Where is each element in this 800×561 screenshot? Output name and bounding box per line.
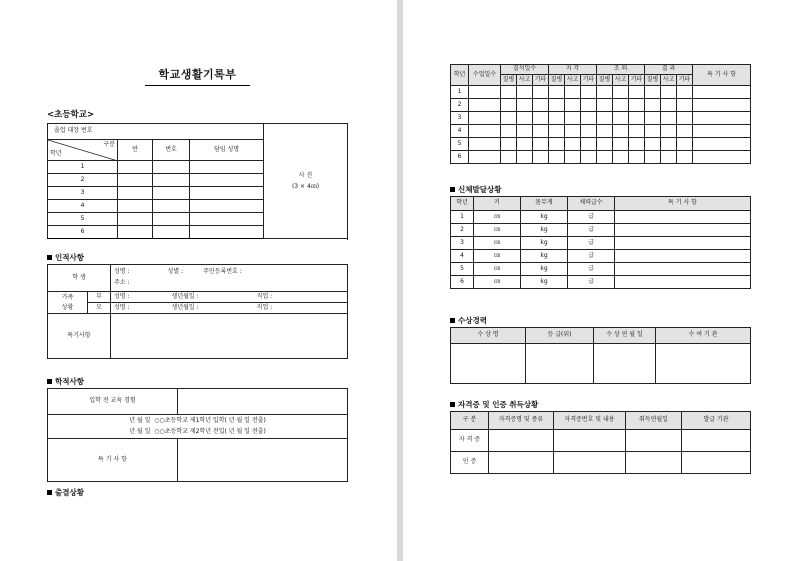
physical-height[interactable]: ㎝ (474, 263, 521, 276)
mother-info: 성명 : 생년월일 : 직업 : (111, 303, 348, 314)
sub-other: 기타 (677, 75, 693, 86)
col-height: 키 (474, 197, 521, 211)
attendance-cell[interactable] (677, 86, 693, 99)
attendance-cell[interactable] (469, 125, 501, 138)
col-award-name: 수 상 명 (451, 328, 526, 344)
col-teacher: 담임 성명 (190, 140, 264, 161)
row-certification: 인 증 (451, 452, 489, 474)
col-early: 조 퇴 (597, 65, 645, 75)
attendance-cell[interactable] (597, 138, 613, 151)
attendance-cell[interactable] (597, 99, 613, 112)
grade-cell[interactable] (118, 187, 153, 200)
attendance-cell[interactable] (501, 125, 517, 138)
attendance-cell[interactable] (581, 86, 597, 99)
attendance-cell[interactable] (581, 99, 597, 112)
attendance-cell[interactable] (581, 138, 597, 151)
page-right (403, 0, 800, 561)
personal-remarks-label: 특기사항 (48, 314, 111, 359)
father-label: 부 (88, 292, 111, 303)
physical-fitness[interactable]: 급 (568, 263, 615, 276)
attendance-cell[interactable] (517, 112, 533, 125)
col-remarks: 특 기 사 항 (693, 65, 751, 86)
diag-bottom-label: 학년 (50, 150, 62, 158)
attendance-cell[interactable] (629, 86, 645, 99)
physical-grade: 5 (451, 263, 474, 276)
academic-remarks-label: 특 기 사 항 (48, 439, 178, 482)
attendance-cell[interactable] (565, 125, 581, 138)
attendance-cell[interactable] (533, 125, 549, 138)
attendance-cell[interactable] (693, 112, 751, 125)
cert-cell[interactable] (682, 430, 751, 452)
attendance-cell[interactable] (613, 125, 629, 138)
physical-fitness[interactable]: 급 (568, 250, 615, 263)
attendance-row (451, 125, 751, 138)
attendance-cell[interactable] (549, 99, 565, 112)
sub-accident: 사고 (613, 75, 629, 86)
col-cert-date: 취득연월일 (626, 412, 682, 430)
photo-label: 사 진 (298, 171, 313, 179)
award-cell[interactable] (656, 344, 751, 384)
attendance-cell[interactable] (645, 99, 661, 112)
sub-accident: 사고 (517, 75, 533, 86)
certs-heading: 자격증 및 인증 취득상황 (450, 399, 538, 410)
physical-fitness[interactable]: 급 (568, 224, 615, 237)
col-result: 결 과 (645, 65, 693, 75)
col-absence: 결석일수 (501, 65, 549, 75)
attendance-grade: 1 (451, 86, 469, 99)
personal-remarks-cell[interactable] (111, 314, 348, 359)
photo-size: (3 × 4㎝) (291, 183, 320, 190)
col-remarks: 특 기 사 항 (615, 197, 751, 211)
attendance-cell[interactable] (501, 99, 517, 112)
attendance-cell[interactable] (501, 151, 517, 164)
sub-illness: 질병 (597, 75, 613, 86)
attendance-cell[interactable] (469, 99, 501, 112)
physical-fitness[interactable]: 급 (568, 276, 615, 289)
attendance-heading: 출결상황 (47, 487, 84, 498)
award-cell[interactable] (451, 344, 526, 384)
attendance-cell[interactable] (597, 125, 613, 138)
attendance-cell[interactable] (597, 112, 613, 125)
col-award-grade: 등 급(위) (526, 328, 594, 344)
row-license: 자 격 증 (451, 430, 489, 452)
grade-cell[interactable] (153, 200, 190, 213)
physical-grade: 3 (451, 237, 474, 250)
attendance-cell[interactable] (661, 112, 677, 125)
grade-cell[interactable] (153, 174, 190, 187)
col-class: 반 (118, 140, 153, 161)
attendance-cell[interactable] (693, 151, 751, 164)
col-cert-issuer: 발급 기관 (682, 412, 751, 430)
col-fitness: 체력급수 (568, 197, 615, 211)
attendance-cell[interactable] (645, 125, 661, 138)
attendance-cell[interactable] (469, 86, 501, 99)
physical-height[interactable]: ㎝ (474, 276, 521, 289)
cert-cell[interactable] (554, 452, 626, 474)
col-cert-number: 자격증번호 및 내용 (554, 412, 626, 430)
attendance-cell[interactable] (549, 151, 565, 164)
attendance-cell[interactable] (565, 112, 581, 125)
attendance-cell[interactable] (581, 112, 597, 125)
grade-label: 2 (48, 174, 118, 187)
personal-heading: 인적사항 (47, 252, 84, 263)
grade-label: 6 (48, 226, 118, 239)
attendance-cell[interactable] (533, 86, 549, 99)
grade-cell[interactable] (190, 161, 264, 174)
attendance-row (451, 112, 751, 125)
attendance-cell[interactable] (565, 86, 581, 99)
award-cell[interactable] (526, 344, 594, 384)
attendance-cell[interactable] (613, 151, 629, 164)
attendance-cell[interactable] (581, 151, 597, 164)
attendance-cell[interactable] (645, 86, 661, 99)
attendance-cell[interactable] (693, 99, 751, 112)
student-info (111, 265, 348, 292)
physical-weight[interactable]: kg (521, 224, 568, 237)
attendance-cell[interactable] (661, 125, 677, 138)
physical-heading: 신체발달상황 (450, 184, 501, 195)
attendance-grade: 2 (451, 99, 469, 112)
col-grade: 학년 (451, 65, 469, 86)
attendance-cell[interactable] (549, 86, 565, 99)
col-category: 구 분 (451, 412, 489, 430)
attendance-cell[interactable] (613, 86, 629, 99)
grade-label: 5 (48, 213, 118, 226)
col-award-date: 수 상 연 월 일 (594, 328, 656, 344)
grade-cell[interactable] (190, 226, 264, 239)
physical-fitness[interactable]: 급 (568, 211, 615, 224)
col-weight: 몸무게 (521, 197, 568, 211)
prior-education-label: 입학 전 교육 경험 (48, 389, 178, 415)
grade-cell[interactable] (118, 226, 153, 239)
physical-row (451, 211, 751, 224)
student-id-label: 주민등록번호 : (203, 268, 242, 276)
attendance-cell[interactable] (549, 112, 565, 125)
attendance-cell[interactable] (469, 151, 501, 164)
personal-table (47, 264, 348, 359)
attendance-cell[interactable] (661, 138, 677, 151)
student-name-label: 성명 : (114, 268, 130, 276)
attendance-cell[interactable] (645, 138, 661, 151)
attendance-cell[interactable] (549, 138, 565, 151)
attendance-grade: 6 (451, 151, 469, 164)
col-grade: 학년 (451, 197, 474, 211)
awards-heading: 수상경력 (450, 315, 487, 326)
student-address-label: 주소 : (114, 279, 130, 286)
attendance-cell[interactable] (693, 86, 751, 99)
attendance-cell[interactable] (629, 112, 645, 125)
physical-row (451, 224, 751, 237)
physical-height[interactable]: ㎝ (474, 237, 521, 250)
attendance-cell[interactable] (613, 112, 629, 125)
attendance-row (451, 138, 751, 151)
attendance-cell[interactable] (597, 86, 613, 99)
attendance-cell[interactable] (533, 99, 549, 112)
student-gender-label: 성별 : (167, 268, 184, 276)
admission-records: 년 월 일 ○○초등학교 제1학년 입학( 년 월 일 전출) 년 월 일 ○○초등학교 제2학년 전입( 년 월 일 전출) (48, 415, 348, 439)
cert-cell[interactable] (489, 452, 554, 474)
attendance-cell[interactable] (517, 86, 533, 99)
attendance-cell[interactable] (613, 138, 629, 151)
attendance-cell[interactable] (661, 151, 677, 164)
grade-cell[interactable] (153, 161, 190, 174)
attendance-cell[interactable] (501, 112, 517, 125)
physical-row (451, 250, 751, 263)
physical-weight[interactable]: kg (521, 250, 568, 263)
attendance-cell[interactable] (501, 86, 517, 99)
register-number-label: 졸업 대장 번호 (54, 127, 93, 135)
attendance-cell[interactable] (549, 125, 565, 138)
attendance-row (451, 151, 751, 164)
attendance-cell[interactable] (613, 99, 629, 112)
sub-accident: 사고 (661, 75, 677, 86)
attendance-cell[interactable] (645, 151, 661, 164)
physical-grade: 6 (451, 276, 474, 289)
awards-table (450, 327, 751, 384)
physical-remarks[interactable] (615, 211, 751, 224)
attendance-cell[interactable] (677, 138, 693, 151)
page-title: 학교생활기록부 (145, 66, 250, 86)
grade-cell[interactable] (153, 226, 190, 239)
grade-cell[interactable] (118, 161, 153, 174)
grade-cell[interactable] (118, 200, 153, 213)
grade-label: 4 (48, 200, 118, 213)
attendance-cell[interactable] (677, 99, 693, 112)
award-cell[interactable] (594, 344, 656, 384)
cert-cell[interactable] (554, 430, 626, 452)
grade-cell[interactable] (190, 200, 264, 213)
attendance-row (451, 86, 751, 99)
sub-illness: 질병 (501, 75, 517, 86)
attendance-cell[interactable] (629, 151, 645, 164)
physical-table (450, 196, 751, 289)
cert-cell[interactable] (682, 452, 751, 474)
physical-fitness[interactable]: 급 (568, 237, 615, 250)
physical-grade: 1 (451, 211, 474, 224)
attendance-cell[interactable] (533, 138, 549, 151)
family-label: 가족 상황 (48, 292, 88, 314)
physical-weight[interactable]: kg (521, 211, 568, 224)
cert-cell[interactable] (626, 452, 682, 474)
grade-label: 1 (48, 161, 118, 174)
attendance-cell[interactable] (693, 125, 751, 138)
physical-weight[interactable]: kg (521, 263, 568, 276)
physical-remarks[interactable] (615, 276, 751, 289)
attendance-cell[interactable] (517, 99, 533, 112)
sub-accident: 사고 (565, 75, 581, 86)
attendance-cell[interactable] (517, 151, 533, 164)
diag-top-label: 구분 (103, 141, 115, 148)
attendance-table (450, 64, 751, 164)
grade-cell[interactable] (118, 174, 153, 187)
physical-weight[interactable]: kg (521, 276, 568, 289)
attendance-cell[interactable] (565, 99, 581, 112)
cert-cell[interactable] (626, 430, 682, 452)
father-info: 성명 : 생년월일 : 직업 : (111, 292, 348, 303)
attendance-cell[interactable] (629, 99, 645, 112)
attendance-cell[interactable] (677, 125, 693, 138)
grade-cell[interactable] (118, 213, 153, 226)
diagonal-header (48, 140, 118, 161)
physical-grade: 2 (451, 224, 474, 237)
attendance-cell[interactable] (629, 125, 645, 138)
attendance-cell[interactable] (565, 138, 581, 151)
col-cert-name: 자격증명 및 종류 (489, 412, 554, 430)
student-label: 학 생 (48, 265, 111, 292)
attendance-cell[interactable] (581, 125, 597, 138)
grade-cell[interactable] (190, 174, 264, 187)
attendance-cell[interactable] (533, 112, 549, 125)
physical-remarks[interactable] (615, 237, 751, 250)
sub-other: 기타 (533, 75, 549, 86)
certs-table (450, 411, 751, 474)
grade-cell[interactable] (153, 213, 190, 226)
physical-remarks[interactable] (615, 224, 751, 237)
prior-education-cell[interactable] (178, 389, 348, 415)
attendance-cell[interactable] (629, 138, 645, 151)
col-late: 지 각 (549, 65, 597, 75)
attendance-cell[interactable] (533, 151, 549, 164)
physical-row (451, 237, 751, 250)
attendance-cell[interactable] (565, 151, 581, 164)
academic-remarks-cell[interactable] (178, 439, 348, 482)
sub-other: 기타 (629, 75, 645, 86)
physical-height[interactable]: ㎝ (474, 211, 521, 224)
school-level-subtitle: <초등학교> (47, 110, 95, 120)
physical-remarks[interactable] (615, 263, 751, 276)
attendance-grade: 5 (451, 138, 469, 151)
attendance-cell[interactable] (677, 112, 693, 125)
sub-other: 기타 (581, 75, 597, 86)
attendance-cell[interactable] (661, 86, 677, 99)
attendance-cell[interactable] (469, 138, 501, 151)
academic-table (47, 388, 348, 482)
attendance-grade: 4 (451, 125, 469, 138)
grade-cell[interactable] (190, 213, 264, 226)
attendance-cell[interactable] (597, 151, 613, 164)
col-award-agency: 수 여 기 관 (656, 328, 751, 344)
physical-height[interactable]: ㎝ (474, 224, 521, 237)
grade-cell[interactable] (153, 187, 190, 200)
attendance-cell[interactable] (677, 151, 693, 164)
attendance-row (451, 99, 751, 112)
col-days: 수업일수 (469, 65, 501, 86)
photo-cell (264, 124, 348, 239)
sub-illness: 질병 (645, 75, 661, 86)
attendance-cell[interactable] (469, 112, 501, 125)
attendance-grade: 3 (451, 112, 469, 125)
grade-cell[interactable] (190, 187, 264, 200)
mother-label: 모 (88, 303, 111, 314)
attendance-cell[interactable] (517, 125, 533, 138)
physical-row (451, 276, 751, 289)
physical-remarks[interactable] (615, 250, 751, 263)
page-left (0, 0, 397, 561)
sub-illness: 질병 (549, 75, 565, 86)
attendance-cell[interactable] (661, 99, 677, 112)
physical-row (451, 263, 751, 276)
attendance-cell[interactable] (693, 138, 751, 151)
col-number: 번호 (153, 140, 190, 161)
academic-heading: 학적사항 (47, 376, 84, 387)
physical-grade: 4 (451, 250, 474, 263)
physical-height[interactable]: ㎝ (474, 250, 521, 263)
graduation-table (47, 123, 348, 239)
attendance-cell[interactable] (517, 138, 533, 151)
attendance-cell[interactable] (501, 138, 517, 151)
attendance-cell[interactable] (645, 112, 661, 125)
physical-weight[interactable]: kg (521, 237, 568, 250)
cert-cell[interactable] (489, 430, 554, 452)
grade-label: 3 (48, 187, 118, 200)
